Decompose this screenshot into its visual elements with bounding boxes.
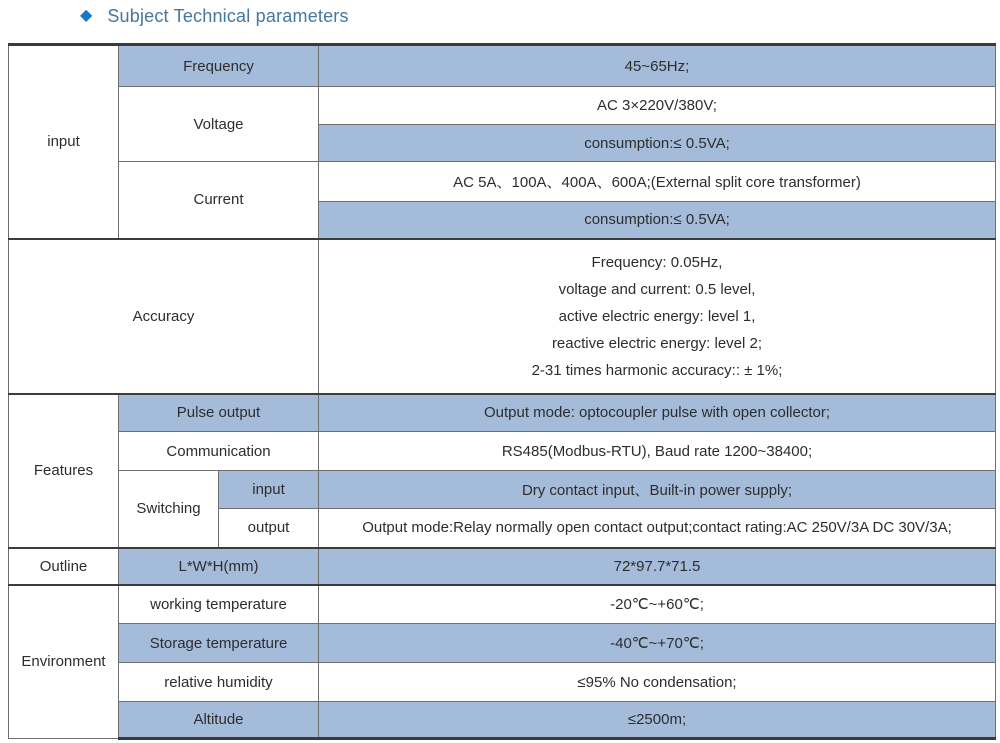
technical-parameters-table xyxy=(8,43,996,740)
cell-group-outline: Outline xyxy=(9,548,119,585)
row-working-temperature xyxy=(9,585,996,624)
accuracy-line-active-energy: active electric energy: level 1, xyxy=(558,307,756,325)
accuracy-line-reactive-energy: reactive electric energy: level 2; xyxy=(551,334,763,352)
row-relative-humidity xyxy=(9,663,996,702)
cell-group-environment: Environment xyxy=(9,585,119,739)
cell-switching-input-label: input xyxy=(219,471,319,509)
cell-altitude-value: ≤2500m; xyxy=(319,702,996,739)
cell-switching-input-value: Dry contact input、Built-in power supply; xyxy=(319,471,996,509)
accuracy-line-harmonic: 2-31 times harmonic accuracy:: ± 1%; xyxy=(531,361,783,379)
cell-current-consumption: consumption:≤ 0.5VA; xyxy=(319,202,996,239)
cell-storage-temp-value: -40℃~+70℃; xyxy=(319,624,996,663)
diamond-bullet-icon: ◆ xyxy=(80,7,93,24)
cell-voltage-value: AC 3×220V/380V; xyxy=(319,87,996,125)
cell-current-value: AC 5A、100A、400A、600A;(External split core transformer) xyxy=(319,162,996,202)
accuracy-line-frequency: Frequency: 0.05Hz, xyxy=(591,253,723,271)
row-current-value xyxy=(9,162,996,202)
cell-voltage-label: Voltage xyxy=(119,87,319,162)
accuracy-line-voltage-current: voltage and current: 0.5 level, xyxy=(558,280,756,298)
cell-working-temp-value: -20℃~+60℃; xyxy=(319,585,996,624)
row-altitude xyxy=(9,702,996,739)
cell-frequency-value: 45~65Hz; xyxy=(319,45,996,87)
cell-pulse-value: Output mode: optocoupler pulse with open collector; xyxy=(319,394,996,432)
cell-humidity-value: ≤95% No condensation; xyxy=(319,663,996,702)
cell-altitude-label: Altitude xyxy=(119,702,319,739)
row-accuracy xyxy=(9,239,996,394)
cell-switching-output-value: Output mode:Relay normally open contact output;contact rating:AC 250V/3A DC 30V/3A; xyxy=(319,509,996,548)
row-voltage-value xyxy=(9,87,996,125)
cell-current-label: Current xyxy=(119,162,319,239)
cell-dimension-value: 72*97.7*71.5 xyxy=(319,548,996,585)
cell-group-features: Features xyxy=(9,394,119,548)
row-switching-input xyxy=(9,471,996,509)
cell-frequency-label: Frequency xyxy=(119,45,319,87)
cell-voltage-consumption: consumption:≤ 0.5VA; xyxy=(319,125,996,162)
cell-accuracy-value xyxy=(319,239,996,394)
cell-group-input: input xyxy=(9,45,119,239)
cell-switching-label: Switching xyxy=(119,471,219,548)
cell-humidity-label: relative humidity xyxy=(119,663,319,702)
cell-pulse-label: Pulse output xyxy=(119,394,319,432)
row-storage-temperature xyxy=(9,624,996,663)
row-pulse-output xyxy=(9,394,996,432)
cell-communication-value: RS485(Modbus-RTU), Baud rate 1200~38400; xyxy=(319,432,996,471)
cell-working-temp-label: working temperature xyxy=(119,585,319,624)
row-communication xyxy=(9,432,996,471)
cell-accuracy-label: Accuracy xyxy=(9,239,319,394)
cell-storage-temp-label: Storage temperature xyxy=(119,624,319,663)
section-title xyxy=(80,3,349,29)
cell-communication-label: Communication xyxy=(119,432,319,471)
cell-switching-output-label: output xyxy=(219,509,319,548)
section-title-text: Subject Technical parameters xyxy=(107,5,349,26)
row-frequency xyxy=(9,45,996,87)
cell-dimension-label: L*W*H(mm) xyxy=(119,548,319,585)
row-outline xyxy=(9,548,996,585)
